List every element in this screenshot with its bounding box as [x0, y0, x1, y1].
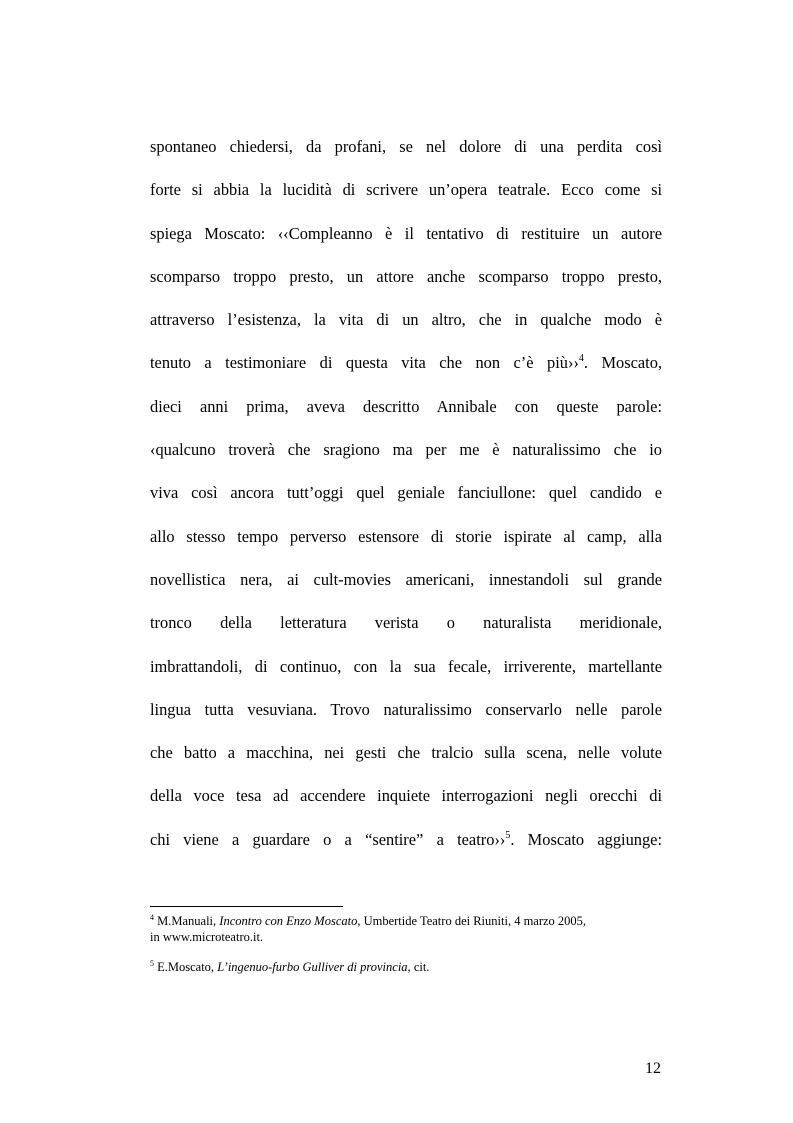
footnotes [150, 913, 662, 989]
footnote-ref-4: 4 [578, 353, 584, 365]
body-line: viva così ancora tutt’oggi quel geniale fanciullone: quel candido e [150, 483, 662, 503]
footnote-text: , Umbertide Teatro dei Riuniti, 4 marzo 2005, [357, 914, 587, 928]
body-text-segment: . Moscato aggiunge: [510, 829, 663, 849]
body-line: dieci anni prima, aveva descritto Annibale con queste parole: [150, 396, 662, 416]
footnote-text: in www.microteatro.it. [150, 930, 264, 944]
footnote-5 [150, 959, 662, 975]
body-line [150, 341, 662, 384]
body-line: imbrattandoli, di continuo, con la sua fecale, irriverente, martellante [150, 656, 662, 676]
body-text [150, 125, 662, 861]
footnote-ref-5: 5 [505, 829, 511, 841]
body-text-segment: . Moscato, [583, 353, 662, 373]
footnote-title: Incontro con Enzo Moscato [219, 914, 358, 928]
body-line: spiega Moscato: ‹‹Compleanno è il tentativo di restituire un autore [150, 223, 662, 243]
footnote-text: cit. [410, 960, 430, 974]
footnote-number: 5 [150, 959, 154, 968]
body-line: che batto a macchina, nei gesti che tralcio sulla scena, nelle volute [150, 743, 662, 763]
footnote-text: M.Manuali, [154, 914, 220, 928]
body-line: scomparso troppo presto, un attore anche scomparso troppo presto, [150, 266, 662, 286]
footnote-divider [150, 906, 343, 907]
footnote-text: E.Moscato, [154, 960, 218, 974]
body-line: forte si abbia la lucidità di scrivere un’opera teatrale. Ecco come si [150, 180, 662, 200]
body-line: ‹qualcuno troverà che sragiono ma per me è naturalissimo che io [150, 440, 662, 460]
page-number: 12 [645, 1060, 661, 1077]
footnote-title: L’ingenuo-furbo Gulliver di provincia, [217, 960, 411, 974]
body-line: spontaneo chiedersi, da profani, se nel dolore di una perdita così [150, 137, 662, 156]
body-line: della voce tesa ad accendere inquiete interrogazioni negli orecchi di [150, 786, 662, 806]
body-line: novellistica nera, ai cult-movies americani, innestandoli sul grande [150, 569, 662, 589]
body-line: tronco della letteratura verista o naturalista meridionale, [150, 613, 662, 633]
footnote-number: 4 [150, 913, 154, 922]
body-line: allo stesso tempo perverso estensore di storie ispirate al camp, alla [150, 526, 662, 546]
body-text-segment: chi viene a guardare o a “sentire” a teatro›› [150, 829, 506, 849]
body-line: attraverso l’esistenza, la vita di un altro, che in qualche modo è [150, 310, 662, 330]
body-line [150, 818, 662, 861]
body-text-segment: tenuto a testimoniare di questa vita che non c’è più›› [150, 353, 579, 373]
body-line: lingua tutta vesuviana. Trovo naturalissimo conservarlo nelle parole [150, 699, 662, 719]
footnote-4 [150, 913, 662, 945]
